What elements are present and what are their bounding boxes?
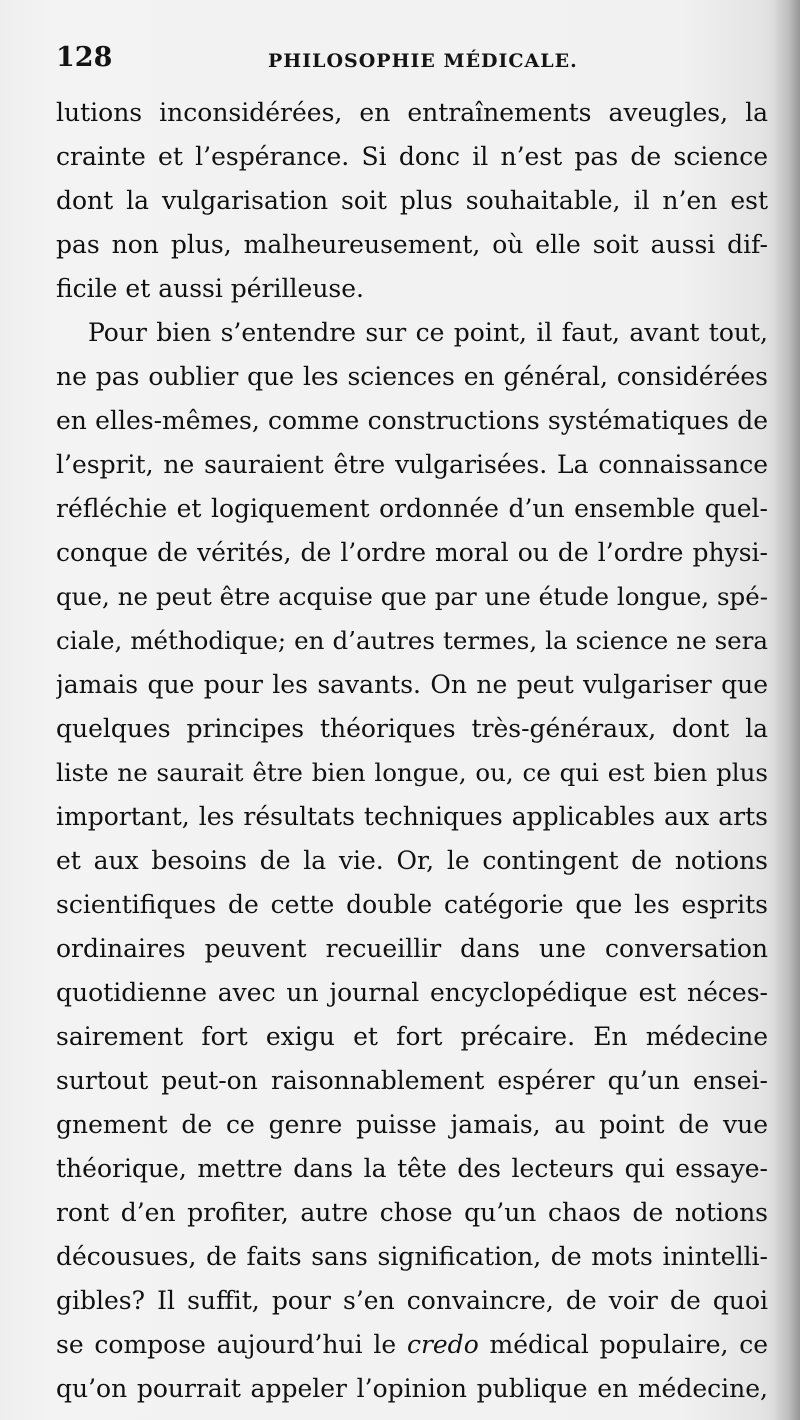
text-line: jamais que pour les savants. On ne peut vulgariser que	[56, 670, 768, 699]
text-line: ciale, méthodique; en d’autres termes, la science ne sera	[56, 626, 768, 655]
text-line-with-italic	[56, 1323, 768, 1367]
text-line: scientifiques de cette double catégorie que les esprits	[56, 890, 768, 919]
page-header	[56, 40, 776, 80]
text-line: surtout peut-on raisonnablement espérer qu’un ensei-	[56, 1066, 768, 1095]
text-line: qu’on pourrait appeler l’opinion publique en médecine,	[56, 1374, 768, 1403]
text-line: pas non plus, malheureusement, où elle soit aussi dif-	[56, 230, 768, 259]
text-line: décousues, de faits sans signification, de mots inintelli-	[56, 1242, 768, 1271]
text-line: lutions inconsidérées, en entraînements aveugles, la	[56, 98, 768, 127]
body-text	[56, 91, 768, 1411]
text-line: réfléchie et logiquement ordonnée d’un ensemble quel-	[56, 494, 768, 523]
text-line: ordinaires peuvent recueillir dans une conversation	[56, 934, 768, 963]
text-line: crainte et l’espérance. Si donc il n’est pas de science	[56, 142, 768, 171]
text-line: dont la vulgarisation soit plus souhaitable, il n’en est	[56, 186, 768, 215]
text-line: l’esprit, ne sauraient être vulgarisées. La connaissance	[56, 450, 768, 479]
paragraph-start-line: Pour bien s’entendre sur ce point, il faut, avant tout,	[88, 318, 768, 347]
text-line: important, les résultats techniques applicables aux arts	[56, 802, 768, 831]
page-edge-shadow	[772, 0, 800, 1420]
text-line: théorique, mettre dans la tête des lecteurs qui essaye-	[56, 1154, 768, 1183]
italic-word: credo	[406, 1330, 479, 1359]
text-line: liste ne saurait être bien longue, ou, ce qui est bien plus	[56, 758, 768, 787]
text-line: en elles-mêmes, comme constructions systématiques de	[56, 406, 768, 435]
text-segment: médical populaire, ce	[478, 1330, 768, 1359]
text-line: et aux besoins de la vie. Or, le contingent de notions	[56, 846, 768, 875]
text-line: conque de vérités, de l’ordre moral ou de l’ordre physi-	[56, 538, 768, 567]
text-line: ront d’en profiter, autre chose qu’un chaos de notions	[56, 1198, 768, 1227]
text-segment: se compose aujourd’hui le	[56, 1330, 407, 1359]
text-line: gibles? Il suffit, pour s’en convaincre, de voir de quoi	[56, 1286, 768, 1315]
text-line: que, ne peut être acquise que par une étude longue, spé-	[56, 582, 768, 611]
page-number: 128	[56, 42, 113, 73]
running-title: PHILOSOPHIE MÉDICALE.	[268, 50, 578, 72]
paragraph-end-line: ficile et aussi périlleuse.	[56, 274, 365, 303]
text-line: sairement fort exigu et fort précaire. En médecine	[56, 1022, 768, 1051]
text-line: gnement de ce genre puisse jamais, au point de vue	[56, 1110, 768, 1139]
text-line: quotidienne avec un journal encyclopédique est néces-	[56, 978, 768, 1007]
text-line: ne pas oublier que les sciences en général, considérées	[56, 362, 768, 391]
text-line: quelques principes théoriques très-généraux, dont la	[56, 714, 768, 743]
